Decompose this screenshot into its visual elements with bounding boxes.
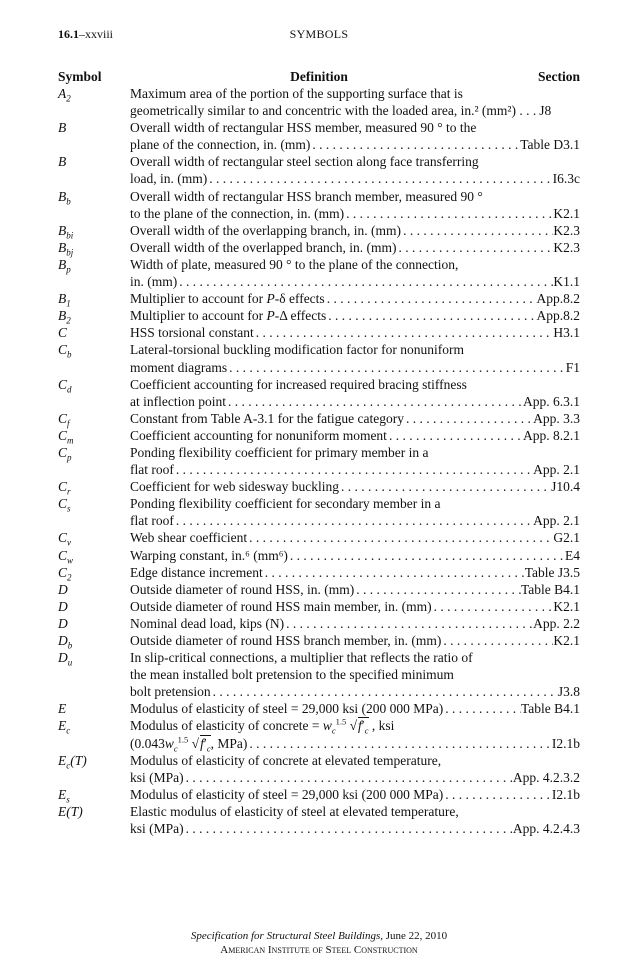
symbol-entry: [58, 803, 580, 837]
leader-dots: [325, 290, 537, 307]
symbol: B: [58, 154, 67, 170]
definition: Constant from Table A-3.1 for the fatigue category . . . App. 3.3: [130, 410, 580, 427]
section-ref: App. 2.1: [533, 462, 580, 478]
leader-dots: [174, 461, 533, 478]
symbol: $C_d$: [58, 376, 72, 395]
definition: HSS torsional constant . . . H3.1: [130, 324, 580, 341]
symbol: D: [58, 581, 68, 597]
definition: Warping constant, in.⁶ (mm⁶) . . . E4: [130, 547, 580, 564]
column-header-symbol: Symbol: [58, 69, 102, 84]
section-ref: K1.1: [553, 274, 580, 290]
definition: Ponding flexibility coefficient for secondary member in a flat roof . . . App. 2.1: [130, 495, 580, 529]
symbol: $C_p$: [58, 444, 72, 463]
leader-dots: [177, 273, 553, 290]
symbol: $C_r$: [58, 479, 71, 497]
footer-date: June 22, 2010: [383, 930, 448, 942]
definition: Lateral-torsional buckling modification factor for nonuniform moment diagrams . . . F1: [130, 341, 580, 375]
symbol: $D_u$: [58, 650, 73, 668]
symbol: D: [58, 615, 68, 631]
symbol-entry: [58, 632, 580, 649]
symbol: $E_c$: [58, 718, 71, 737]
section-ref: J8: [539, 103, 552, 119]
page-footer: [0, 929, 638, 957]
page-number: 16.1–xxviii: [58, 27, 114, 41]
symbol: $C_f$: [58, 410, 70, 429]
leader-dots: [387, 427, 523, 444]
section-ref: App. 6.3.1: [523, 393, 580, 409]
definition: Overall width of the overlapping branch, in. (mm) . . . K2.3: [130, 222, 580, 239]
section-ref: E4: [565, 547, 580, 563]
symbol-entry: [58, 376, 580, 410]
symbol-entry: [58, 410, 580, 427]
definition: Nominal dead load, kips (N) . . . App. 2.2: [130, 615, 580, 632]
definition: Modulus of elasticity of concrete at elevated temperature, ksi (MPa) . . . App. 4.2.3.2: [130, 752, 580, 786]
symbol: $B_b$: [58, 188, 71, 207]
definition: Coefficient accounting for increased required bracing stiffness at inflection point . . . App. 6.3.1: [130, 376, 580, 410]
symbol-entry: [58, 717, 580, 751]
symbol-entry: [58, 188, 580, 222]
section-ref: J3.8: [557, 684, 580, 700]
section-ref: App. 4.2.3.2: [512, 769, 580, 785]
symbol-entry: [58, 341, 580, 375]
definition: In slip-critical connections, a multiplier that reflects the ratio of the mean installed bolt pretension to the specified minimum bolt pretension . . . J3.8: [130, 649, 580, 700]
leader-dots: [443, 786, 552, 803]
leader-dots: [344, 205, 553, 222]
running-title: SYMBOLS: [289, 27, 349, 41]
leader-dots: [247, 529, 553, 546]
section-ref: Table B4.1: [520, 701, 580, 717]
symbol-entry: [58, 222, 580, 239]
symbol: $B_1$: [58, 291, 71, 309]
symbol-entry: [58, 119, 580, 153]
symbol-entry: [58, 581, 580, 598]
leader-dots: [247, 735, 552, 752]
symbol-list: [58, 85, 580, 837]
section-ref: App.8.2: [536, 308, 580, 324]
symbol: $B_2$: [58, 308, 71, 326]
section-ref: Table B4.1: [520, 581, 580, 597]
definition: Maximum area of the portion of the supporting surface that is geometrically similar to and concentric with the loaded area, in.² (mm²) . . . J8: [130, 86, 552, 119]
footer-title: Specification for Structural Steel Buildings,: [190, 930, 383, 942]
section-ref: G2.1: [553, 530, 580, 546]
definition: Overall width of rectangular steel section along face transferring load, in. (mm) . . . I6.3c: [130, 153, 580, 187]
symbol-entry: [58, 598, 580, 615]
section-ref: App. 4.2.4.3: [512, 821, 580, 837]
leader-dots: [284, 615, 533, 632]
symbol: $C_w$: [58, 547, 74, 566]
symbol-entry: [58, 564, 580, 581]
symbol: $D_b$: [58, 633, 73, 651]
definition: Modulus of elasticity of steel = 29,000 ksi (200 000 MPa) . . . Table B4.1: [130, 700, 580, 717]
definition: Outside diameter of round HSS branch member, in. (mm) . . . K2.1: [130, 632, 580, 649]
symbol-entry: [58, 752, 580, 786]
symbol-entry: [58, 324, 580, 341]
definition: Overall width of rectangular HSS branch member, measured 90 ° to the plane of the connection, in. (mm) . . . K2.1: [130, 188, 580, 222]
symbol: $C_2$: [58, 564, 72, 583]
symbol-entry: [58, 700, 580, 717]
symbol-entry: [58, 239, 580, 256]
definition: Coefficient for web sidesway buckling . . . J10.4: [130, 478, 580, 495]
symbol-entry: [58, 547, 580, 564]
symbol: $C_s$: [58, 496, 71, 514]
leader-dots: [404, 410, 533, 427]
leader-dots: [310, 136, 520, 153]
leader-dots: [354, 581, 521, 598]
section-ref: K2.1: [553, 633, 580, 648]
symbol-entry: [58, 495, 580, 529]
leader-dots: [339, 478, 551, 495]
symbol-entry: [58, 85, 580, 119]
symbol-entry: [58, 307, 580, 324]
leader-dots: [441, 632, 553, 649]
definition: Outside diameter of round HSS, in. (mm) . . . Table B4.1: [130, 581, 580, 598]
leader-dots: [288, 547, 565, 564]
leader-dots: [263, 564, 525, 581]
definition: Ponding flexibility coefficient for primary member in a flat roof . . . App. 2.1: [130, 444, 580, 478]
symbol: E: [58, 701, 67, 717]
section-ref: K2.1: [553, 205, 580, 221]
symbol: D: [58, 598, 68, 614]
leader-dots: [326, 307, 536, 324]
leader-dots: [226, 393, 523, 410]
symbol-entry: [58, 615, 580, 632]
symbol: $A_2$: [58, 86, 71, 104]
leader-dots: [397, 239, 554, 256]
definition: Elastic modulus of elasticity of steel at elevated temperature, ksi (MPa) . . . App. 4.2.4.3: [130, 803, 580, 837]
definition: Edge distance increment . . . Table J3.5: [130, 564, 580, 581]
section-ref: K2.3: [553, 222, 580, 238]
symbol: $B_{bi}$: [58, 222, 74, 241]
definition: Multiplier to account for P-δ effects . . . App.8.2: [130, 290, 580, 307]
symbol: $C_v$: [58, 530, 72, 549]
symbol-entry: [58, 786, 580, 803]
column-header-definition: Definition: [290, 69, 348, 84]
section-ref: I6.3c: [552, 171, 580, 187]
symbol-entry: [58, 478, 580, 495]
section-ref: App. 2.1: [533, 513, 580, 529]
section-ref: H3.1: [553, 325, 580, 341]
symbol: $C_m$: [58, 427, 74, 446]
definition: Modulus of elasticity of concrete = $w_c^{1.5}$ $√f'_c$ , ksi ($0.043w_c^{1.5}$ $√f'_c$, MPa) . . . I2.1b: [130, 717, 580, 751]
section-ref: K2.1: [553, 598, 580, 614]
symbol-entry: [58, 153, 580, 187]
section-ref: App. 8.2.1: [523, 427, 580, 443]
definition: Modulus of elasticity of steel = 29,000 ksi (200 000 MPa) . . . I2.1b: [130, 786, 580, 803]
section-ref: App. 3.3: [533, 410, 580, 426]
leader-dots: [211, 683, 558, 700]
section-ref: I2.1b: [551, 735, 580, 751]
symbol: E(T): [58, 803, 83, 819]
section-ref: I2.1b: [551, 786, 580, 802]
symbol-entry: [58, 290, 580, 307]
symbol-entry: [58, 649, 580, 700]
section-ref: App.8.2: [536, 291, 580, 307]
footer-publisher: American Institute of Steel Construction: [220, 944, 418, 956]
definition: Width of plate, measured 90 ° to the plane of the connection, in. (mm) . . . K1.1: [130, 256, 580, 290]
symbol-entry: [58, 529, 580, 549]
section-ref: App. 2.2: [533, 615, 580, 631]
section-ref: K2.3: [553, 239, 580, 255]
symbol-entry: [58, 256, 580, 290]
symbol: B: [58, 120, 67, 136]
symbol: C: [58, 325, 68, 341]
section-ref: Table J3.5: [524, 564, 580, 580]
symbol-entry: [58, 427, 580, 444]
symbol: $B_{bj}$: [58, 239, 74, 258]
symbol: $E_c(T)$: [58, 752, 87, 771]
section-ref: Table D3.1: [520, 137, 580, 153]
definition: Multiplier to account for P-Δ effects . . . App.8.2: [130, 307, 580, 324]
leader-dots: [443, 700, 521, 717]
definition: Overall width of rectangular HSS member, measured 90 ° to the plane of the connection, in. (mm) . . . Table D3.1: [130, 119, 580, 153]
leader-dots: [401, 222, 553, 239]
leader-dots: [254, 324, 554, 341]
leader-dots: [227, 359, 566, 376]
leader-dots: [207, 170, 552, 187]
leader-dots: [432, 598, 554, 615]
definition: Overall width of the overlapped branch, in. (mm) . . . K2.3: [130, 239, 580, 256]
symbol: $E_s$: [58, 786, 70, 805]
section-ref: J10.4: [551, 479, 580, 495]
section-ref: F1: [565, 359, 580, 375]
definition: Coefficient accounting for nonuniform moment . . . App. 8.2.1: [130, 427, 580, 444]
definition: Web shear coefficient . . . G2.1: [130, 529, 580, 546]
leader-dots: [184, 769, 513, 786]
column-header-section: Section: [538, 69, 580, 84]
symbol: $B_p$: [58, 256, 71, 275]
leader-dots: [184, 820, 513, 837]
definition: Outside diameter of round HSS main member, in. (mm) . . . K2.1: [130, 598, 580, 615]
leader-dots: [174, 512, 533, 529]
symbol-entry: [58, 444, 580, 478]
symbol: $C_b$: [58, 342, 72, 361]
